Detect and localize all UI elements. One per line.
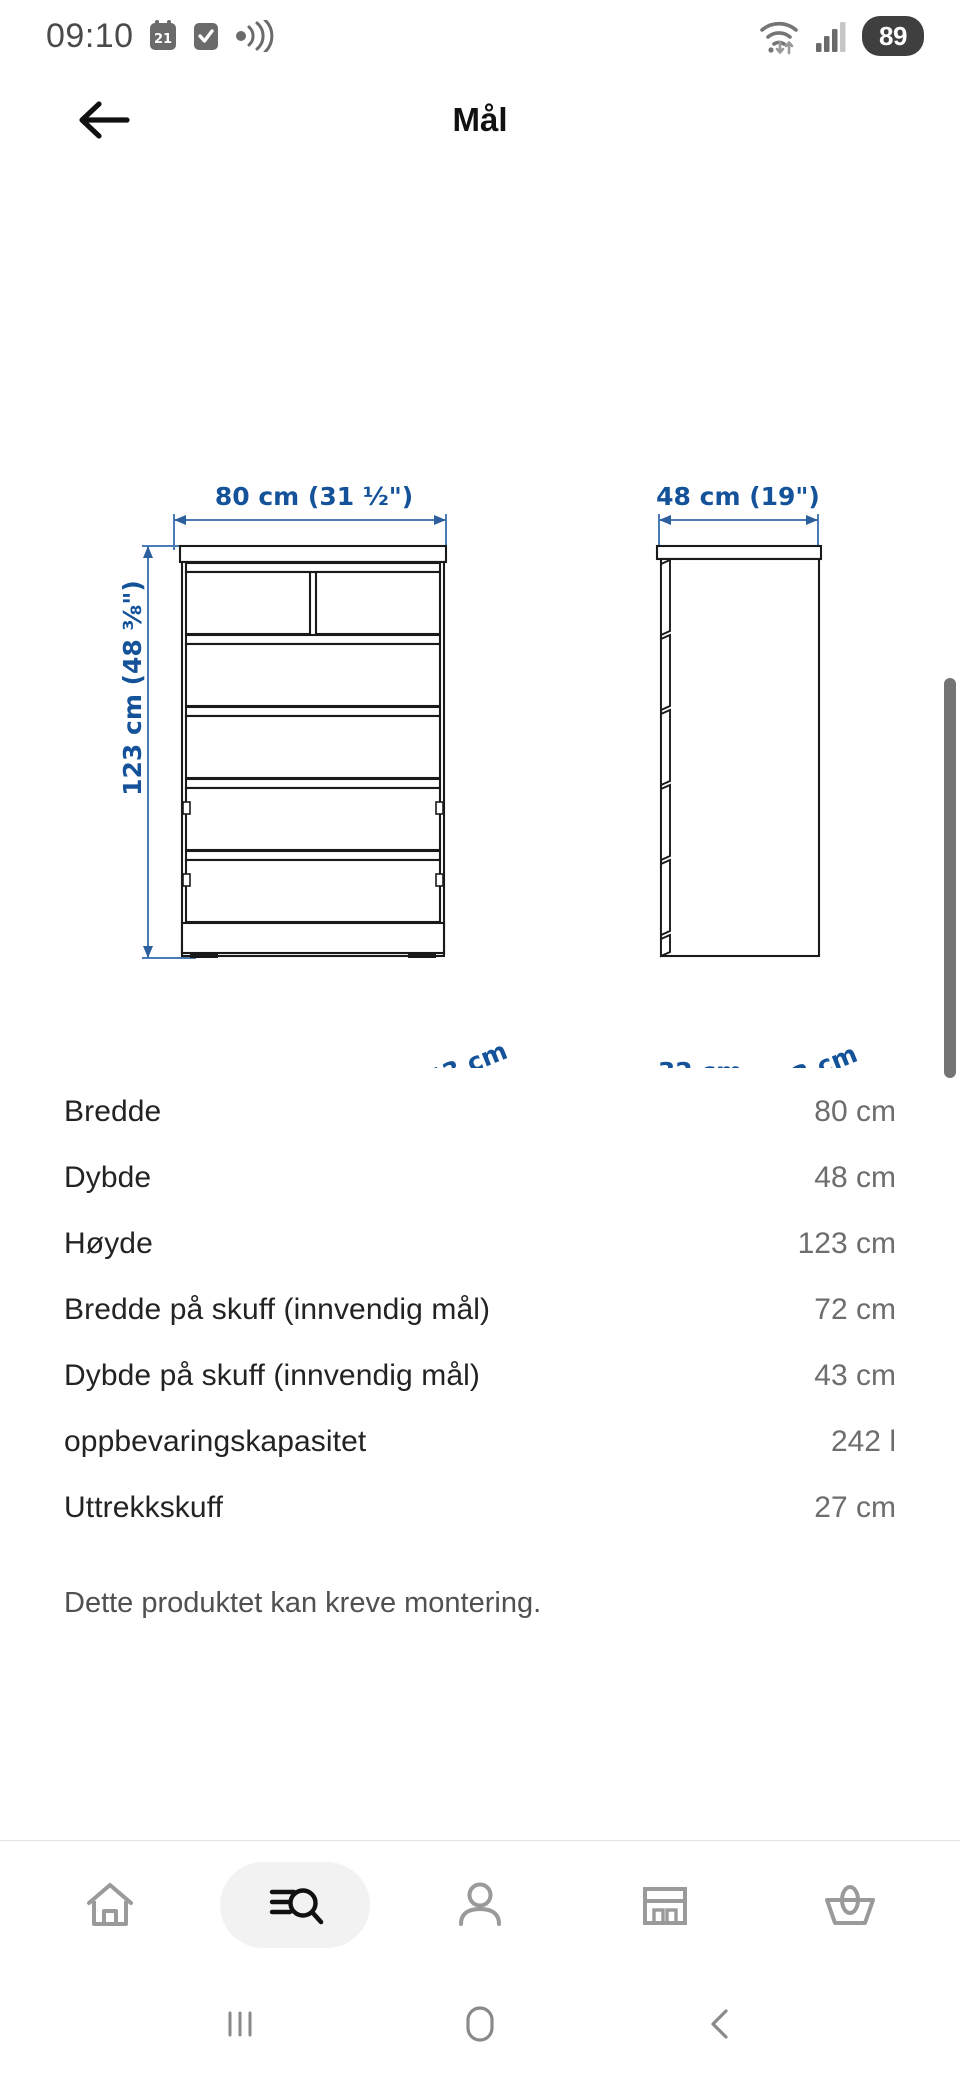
store-icon [638, 1879, 692, 1931]
spec-value: 43 cm [814, 1359, 896, 1392]
table-row [64, 1211, 896, 1277]
page-header [0, 72, 960, 168]
spec-label: Bredde [64, 1095, 162, 1128]
small-drawer-width-label-1 [658, 1057, 742, 1068]
table-row [64, 1343, 896, 1409]
spec-value: 242 l [830, 1425, 896, 1458]
spec-value: 80 cm [814, 1095, 896, 1128]
battery-indicator: 89 [862, 16, 924, 56]
home-circle-icon [454, 1998, 506, 2050]
recents-button[interactable] [195, 1979, 285, 2069]
large-drawer-depth-label-1: 43 cm [422, 1035, 512, 1068]
back-button[interactable] [66, 82, 142, 158]
spec-label: Uttrekkskuff [64, 1491, 224, 1524]
person-icon [453, 1877, 507, 1933]
nav-home[interactable] [35, 1862, 185, 1948]
nav-store[interactable] [590, 1862, 740, 1948]
spec-label: oppbevaringskapasitet [64, 1425, 367, 1458]
back-arrow-icon [77, 99, 131, 141]
cellular-signal-icon [815, 19, 849, 53]
recents-icon [217, 2001, 263, 2047]
system-navigation-bar [0, 1968, 960, 2080]
status-clock: 09:10 [46, 16, 134, 55]
list-search-icon [264, 1879, 326, 1931]
nav-browse[interactable] [220, 1862, 370, 1948]
spec-label: Dybde [64, 1161, 152, 1194]
nav-basket[interactable] [775, 1862, 925, 1948]
spec-value: 27 cm [814, 1491, 896, 1524]
dimension-diagrams [0, 168, 960, 1073]
large-drawer-view [72, 1036, 531, 1068]
spec-value: 123 cm [797, 1227, 896, 1260]
assembly-note: Dette produktet kan kreve montering. [64, 1587, 542, 1619]
side-depth-label: 48 cm (19") [656, 482, 820, 511]
sound-waves-icon [234, 20, 276, 52]
front-width-label: 80 cm (31 ½") [214, 482, 414, 511]
table-row [64, 1409, 896, 1475]
table-row [64, 1145, 896, 1211]
small-drawer-depth-label-1 [772, 1039, 861, 1068]
bottom-navigation [0, 1840, 960, 1968]
page-title: Mål [452, 101, 508, 138]
dresser-front-view [118, 482, 446, 958]
calendar-21-icon [148, 20, 178, 52]
back-button-system[interactable] [675, 1979, 765, 2069]
svg-text:21: 21 [153, 32, 172, 47]
spec-label: Dybde på skuff (innvendig mål) [64, 1359, 480, 1392]
small-drawer-view [566, 1039, 880, 1068]
wifi-transfer-icon [758, 17, 802, 55]
scroll-content[interactable] [0, 168, 960, 1840]
home-icon [82, 1877, 138, 1933]
spec-value: 72 cm [814, 1293, 896, 1326]
table-row [64, 1079, 896, 1145]
table-row [64, 1277, 896, 1343]
spec-label: Bredde på skuff (innvendig mål) [64, 1293, 491, 1326]
back-chevron-icon [697, 2001, 743, 2047]
nav-profile[interactable] [405, 1862, 555, 1948]
status-bar-left [46, 17, 276, 56]
status-bar-right [758, 16, 924, 56]
shopping-basket-icon [822, 1879, 878, 1931]
diagram-canvas [0, 168, 960, 1068]
dresser-side-view [656, 482, 821, 956]
spec-value: 48 cm [814, 1161, 896, 1194]
status-bar [0, 0, 960, 72]
front-height-label: 123 cm (48 ⅜") [118, 580, 147, 796]
home-button[interactable] [435, 1979, 525, 2069]
checkbox-icon [192, 20, 220, 52]
table-row [64, 1475, 896, 1541]
spec-label: Høyde [64, 1227, 153, 1260]
specification-table [64, 1073, 896, 1541]
